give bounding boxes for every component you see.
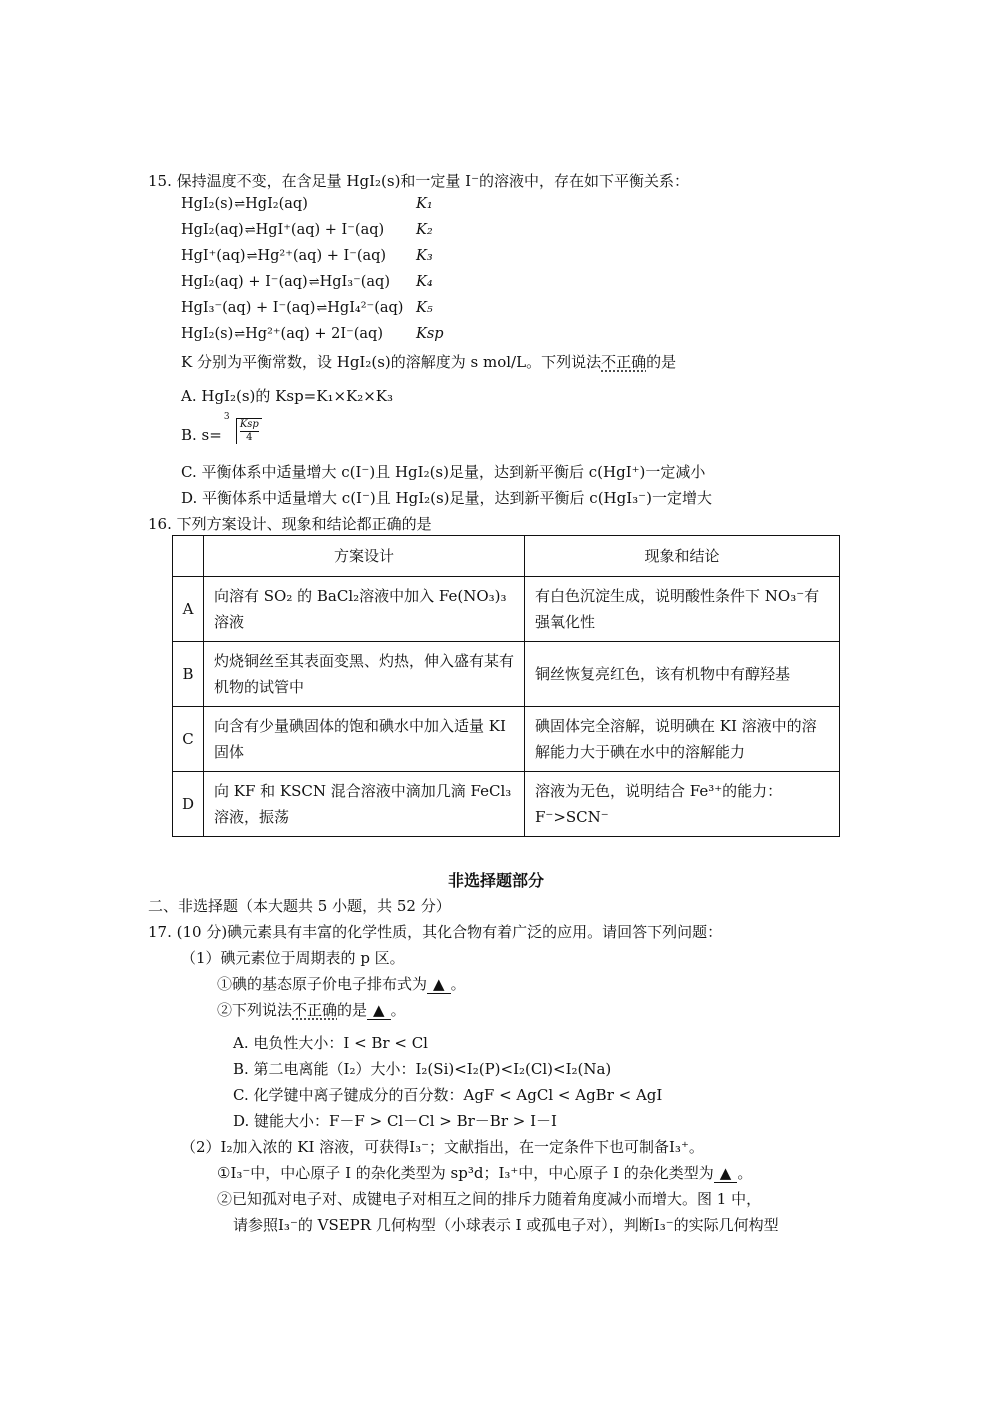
header-plan: 方案设计 (204, 536, 525, 577)
row-key: D (173, 772, 204, 837)
equilibrium-constant: Ksp (416, 326, 444, 342)
answer-blank[interactable] (367, 1001, 391, 1020)
q15-option-c: C. 平衡体系中适量增大 c(I⁻)且 HgI₂(s)足量，达到新平衡后 c(HgI⁺)一定减小 (181, 463, 706, 481)
equilibrium-constant: K₁ (416, 196, 433, 212)
triangle-icon: ▲ (433, 975, 445, 993)
fraction-denominator: 4 (246, 432, 253, 443)
q15-option-a: A. HgI₂(s)的 Ksp=K₁×K₂×K₃ (181, 387, 394, 405)
equation-right: HgI₂(aq) (245, 196, 308, 212)
row-key: A (173, 577, 204, 642)
equilibrium-equation (181, 222, 384, 238)
q17-part2-2a: ②已知孤对电子对、成键电子对相互之间的排斥力随着角度减小而增大。图 1 中， (217, 1190, 762, 1208)
triangle-icon: ▲ (373, 1001, 385, 1019)
q15-note-emphasis: 不正确 (601, 353, 647, 371)
q17-option-b: B. 第二电离能（I₂）大小：I₂(Si)<I₂(P)<I₂(Cl)<I₂(Na) (233, 1060, 612, 1078)
q17-part2: （2）I₂加入浓的 KI 溶液，可获得I₃⁻；文献指出，在一定条件下也可制备I₃⁺。 (181, 1138, 704, 1156)
q17-part2-2b: 请参照I₃⁻的 VSEPR 几何构型（小球表示 I 或孤电子对），判断I₃⁻的实际几何构型 (233, 1216, 779, 1234)
triangle-icon: ▲ (719, 1164, 732, 1182)
q17-option-a: A. 电负性大小：I < Br < Cl (233, 1034, 428, 1052)
equilibrium-equation (181, 300, 403, 316)
q17-option-c: C. 化学键中离子键成分的百分数：AgF < AgCl < AgBr < AgI (233, 1086, 663, 1104)
equilibrium-arrow-icon: ⇌ (244, 223, 255, 238)
equation-right: Hg²⁺(aq) + 2I⁻(aq) (245, 326, 383, 342)
table-row (173, 772, 840, 837)
row-plan: 灼烧铜丝至其表面变黑、灼热，伸入盛有某有机物的试管中 (204, 642, 525, 707)
equilibrium-arrow-icon: ⇌ (316, 301, 327, 316)
section-title: 非选择题部分 (447, 871, 544, 890)
equilibrium-equation (181, 274, 390, 290)
q17-part2-1 (217, 1162, 752, 1183)
period: 。 (450, 975, 466, 993)
q15-option-b (181, 412, 262, 444)
header-blank (173, 536, 204, 577)
q15-note (181, 351, 676, 372)
q15-option-d: D. 平衡体系中适量增大 c(I⁻)且 HgI₂(s)足量，达到新平衡后 c(HgI₃⁻)一定增大 (181, 489, 712, 507)
row-result: 有白色沉淀生成，说明酸性条件下 NO₃⁻有强氧化性 (525, 577, 840, 642)
row-result: 铜丝恢复亮红色，该有机物中有醇羟基 (525, 642, 840, 707)
equation-left: HgI₃⁻(aq) + I⁻(aq) (181, 300, 316, 316)
equation-left: HgI₂(aq) (181, 222, 244, 238)
table-header-row (173, 536, 840, 577)
part-two-heading: 二、非选择题（本大题共 5 小题，共 52 分） (148, 897, 451, 915)
q17-option-d: D. 键能大小：F－F > Cl－Cl > Br－Br > I－I (233, 1112, 557, 1130)
cube-root (222, 412, 262, 444)
table-row (173, 707, 840, 772)
equation-left: HgI⁺(aq) (181, 248, 246, 264)
q17-emphasis: 不正确 (292, 1001, 338, 1019)
row-key: C (173, 707, 204, 772)
equilibrium-equation (181, 196, 308, 212)
q15-option-b-label: B. s= (181, 426, 222, 444)
equilibrium-equation (181, 248, 386, 264)
header-result: 现象和结论 (525, 536, 840, 577)
equation-left: HgI₂(s) (181, 326, 234, 342)
equilibrium-constant: K₅ (416, 300, 433, 316)
fraction-numerator: Ksp (239, 419, 259, 430)
row-result: 溶液为无色，说明结合 Fe³⁺的能力：F⁻>SCN⁻ (525, 772, 840, 837)
equilibrium-constant: K₂ (416, 222, 433, 238)
equation-right: HgI₃⁻(aq) (319, 274, 390, 290)
q17-stem: 17. (10 分)碘元素具有丰富的化学性质，其化合物有着广泛的应用。请回答下列问题： (148, 923, 723, 941)
table-row (173, 642, 840, 707)
row-result: 碘固体完全溶解，说明碘在 KI 溶液中的溶解能力大于碘在水中的溶解能力 (525, 707, 840, 772)
row-plan: 向溶有 SO₂ 的 BaCl₂溶液中加入 Fe(NO₃)₃溶液 (204, 577, 525, 642)
q16-stem: 16. 下列方案设计、现象和结论都正确的是 (148, 515, 432, 533)
row-key: B (173, 642, 204, 707)
equilibrium-arrow-icon: ⇌ (246, 249, 257, 264)
q17-part1-1 (217, 973, 466, 994)
equilibrium-constant: K₃ (416, 248, 433, 264)
q15-note-end: 的是 (646, 353, 677, 371)
row-plan: 向 KF 和 KSCN 混合溶液中滴加几滴 FeCl₃溶液，振荡 (204, 772, 525, 837)
root-index: 3 (223, 412, 230, 422)
equilibrium-arrow-icon: ⇌ (234, 197, 245, 212)
period: 。 (390, 1001, 406, 1019)
plan-table (172, 535, 840, 837)
q15-note-text: K 分别为平衡常数，设 HgI₂(s)的溶解度为 s mol/L。下列说法 (181, 353, 602, 371)
answer-blank[interactable] (714, 1164, 738, 1183)
table-row (173, 577, 840, 642)
equation-right: HgI₄²⁻(aq) (327, 300, 404, 316)
answer-blank[interactable] (427, 975, 451, 994)
q17-part2-1-text: ①I₃⁻中，中心原子 I 的杂化类型为 sp³d；I₃⁺中，中心原子 I 的杂化类型为 (217, 1164, 714, 1182)
q17-part1-2 (217, 999, 406, 1020)
q17-part1-2-mid: 的是 (337, 1001, 368, 1019)
equilibrium-constant: K₄ (416, 274, 433, 290)
q15-stem: 15. 保持温度不变，在含足量 HgI₂(s)和一定量 I⁻的溶液中，存在如下平衡关系： (148, 172, 690, 190)
equilibrium-equation (181, 326, 383, 342)
equilibrium-arrow-icon: ⇌ (234, 327, 245, 342)
equation-right: Hg²⁺(aq) + I⁻(aq) (257, 248, 387, 264)
q17-part1-2-text: ②下列说法 (217, 1001, 293, 1019)
equation-left: HgI₂(aq) + I⁻(aq) (181, 274, 308, 290)
q17-part1-1-text: ①碘的基态原子价电子排布式为 (217, 975, 428, 993)
equation-right: HgI⁺(aq) + I⁻(aq) (255, 222, 385, 238)
equation-left: HgI₂(s) (181, 196, 234, 212)
row-plan: 向含有少量碘固体的饱和碘水中加入适量 KI 固体 (204, 707, 525, 772)
root-fraction (236, 418, 262, 444)
equilibrium-arrow-icon: ⇌ (308, 275, 319, 290)
q17-part1: （1）碘元素位于周期表的 p 区。 (181, 949, 405, 967)
period: 。 (737, 1164, 753, 1182)
